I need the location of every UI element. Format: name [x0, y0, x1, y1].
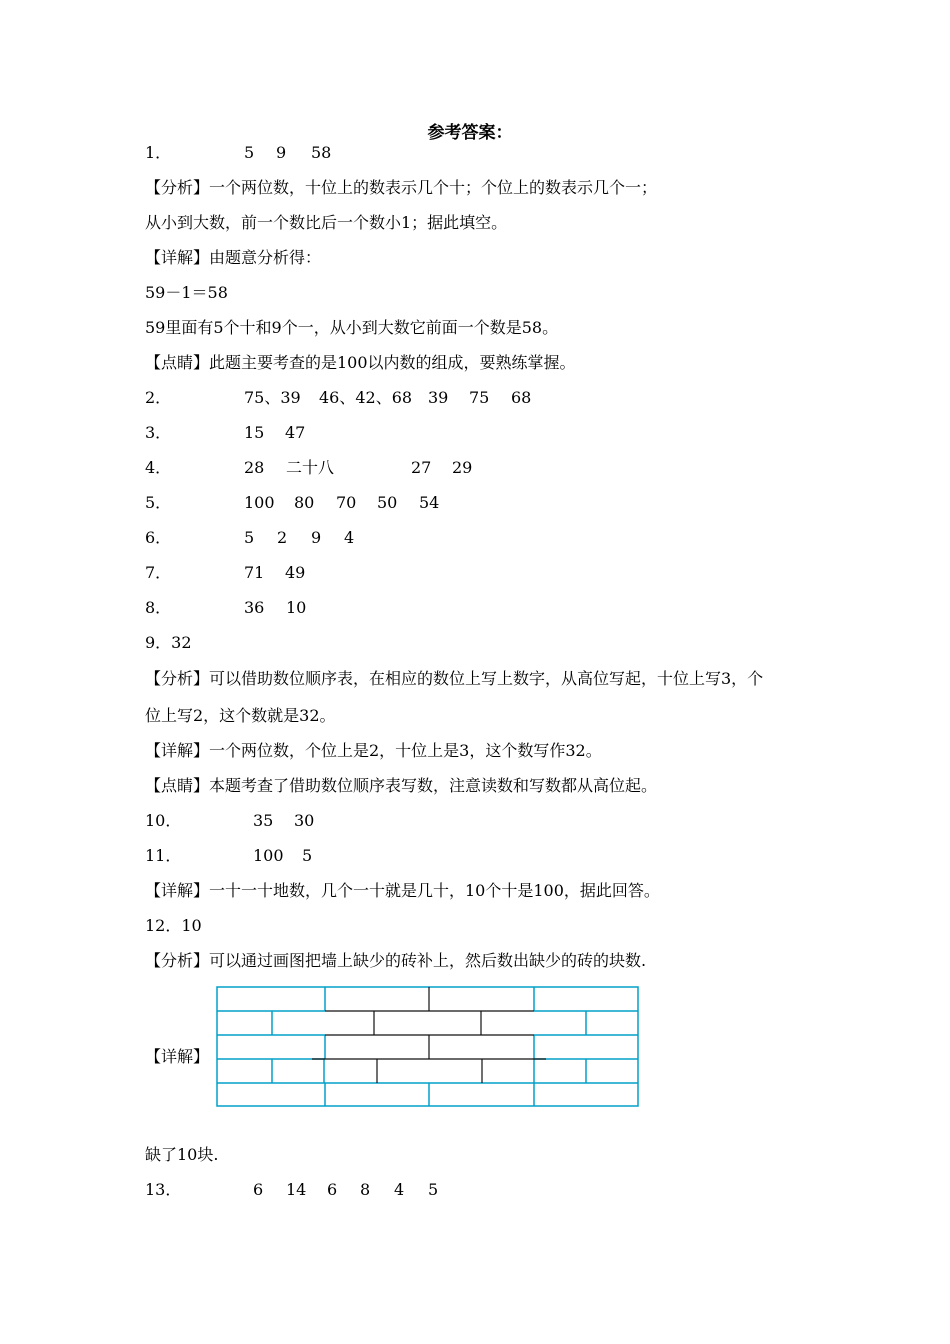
q13-answer-2: 14	[286, 1180, 307, 1199]
q10-answer-2: 30	[294, 811, 315, 830]
q5-answer-4: 50	[377, 493, 398, 512]
q4-answer-4: 29	[452, 458, 473, 477]
q8-answer-1: 36	[244, 598, 265, 617]
q9-analysis-2: 位上写2，这个数就是32。	[145, 706, 336, 725]
q7-number: 7．	[145, 563, 172, 582]
q12-analysis: 【分析】可以通过画图把墙上缺少的砖补上，然后数出缺少的砖的块数.	[145, 951, 647, 970]
q2-answer-4: 75	[469, 388, 490, 407]
q4-answer-3: 27	[411, 458, 432, 477]
q1-line	[145, 142, 171, 164]
q9-detail: 【详解】一个两位数，个位上是2，十位上是3，这个数写作32。	[145, 741, 602, 760]
q2-number: 2．	[145, 388, 172, 407]
q6-answer-3: 9	[311, 528, 322, 547]
q6-number: 6．	[145, 528, 172, 547]
q4-number: 4．	[145, 458, 172, 477]
q5-number: 5．	[145, 493, 172, 512]
q7-answer-1: 71	[244, 563, 265, 582]
q13-answer-6: 5	[428, 1180, 439, 1199]
q13-answer-5: 4	[394, 1180, 405, 1199]
q1-detail-2: 59－1＝58	[145, 283, 228, 302]
q4-answer-2: 二十八	[286, 458, 335, 477]
q1-point: 【点睛】此题主要考查的是100以内数的组成，要熟练掌握。	[145, 353, 576, 372]
q1-detail-3: 59里面有5个十和9个一，从小到大数它前面一个数是58。	[145, 318, 559, 337]
q12-result: 缺了10块.	[145, 1145, 219, 1164]
q5-answer-5: 54	[419, 493, 440, 512]
q8-number: 8．	[145, 598, 172, 617]
q10-answer-1: 35	[253, 811, 274, 830]
q4-answer-1: 28	[244, 458, 265, 477]
q1-number: 1．	[145, 143, 172, 162]
q3-number: 3．	[145, 423, 172, 442]
wall-added-bricks	[312, 987, 546, 1083]
q2-answer-2: 46、42、68	[319, 388, 413, 407]
q13-answer-3: 6	[327, 1180, 338, 1199]
q6-answer-1: 5	[244, 528, 255, 547]
q1-analysis: 【分析】一个两位数，十位上的数表示几个十；个位上的数表示几个一；	[145, 178, 658, 197]
brick-wall-svg	[216, 986, 640, 1108]
q11-answer-1: 100	[253, 846, 284, 865]
q5-answer-1: 100	[244, 493, 275, 512]
q11-detail: 【详解】一十一十地数，几个一十就是几十，10个十是100，据此回答。	[145, 881, 660, 900]
q13-answer-1: 6	[253, 1180, 264, 1199]
q12-number: 12．10	[145, 916, 202, 935]
q2-answer-1: 75、39	[244, 388, 301, 407]
q5-answer-3: 70	[336, 493, 357, 512]
q8-answer-2: 10	[286, 598, 307, 617]
q1-answer-1: 5	[244, 143, 255, 162]
q13-number: 13．	[145, 1180, 182, 1199]
q2-answer-5: 68	[511, 388, 532, 407]
q12-detail-label: 【详解】	[145, 1047, 210, 1066]
wall-existing-bricks	[217, 987, 638, 1106]
q11-answer-2: 5	[302, 846, 313, 865]
q13-answer-4: 8	[360, 1180, 371, 1199]
q9-point: 【点睛】本题考查了借助数位顺序表写数，注意读数和写数都从高位起。	[145, 776, 658, 795]
wall-outline	[217, 987, 638, 1106]
q1-analysis-2: 从小到大数，前一个数比后一个数小1；据此填空。	[145, 213, 508, 232]
q9-number: 9．32	[145, 633, 192, 652]
q5-answer-2: 80	[294, 493, 315, 512]
q6-answer-2: 2	[277, 528, 288, 547]
page-title: 参考答案：	[427, 123, 513, 143]
q11-number: 11．	[145, 846, 182, 865]
q1-answer-3: 58	[311, 143, 332, 162]
q6-answer-4: 4	[344, 528, 355, 547]
q1-answer-2: 9	[276, 143, 287, 162]
q7-answer-2: 49	[285, 563, 306, 582]
q3-answer-2: 47	[285, 423, 306, 442]
q9-analysis: 【分析】可以借助数位顺序表，在相应的数位上写上数字，从高位写起，十位上写3，个	[145, 669, 764, 688]
q3-answer-1: 15	[244, 423, 265, 442]
brick-wall-figure	[216, 986, 640, 1108]
q10-number: 10．	[145, 811, 182, 830]
q2-answer-3: 39	[428, 388, 449, 407]
q1-detail: 【详解】由题意分析得：	[145, 248, 322, 267]
